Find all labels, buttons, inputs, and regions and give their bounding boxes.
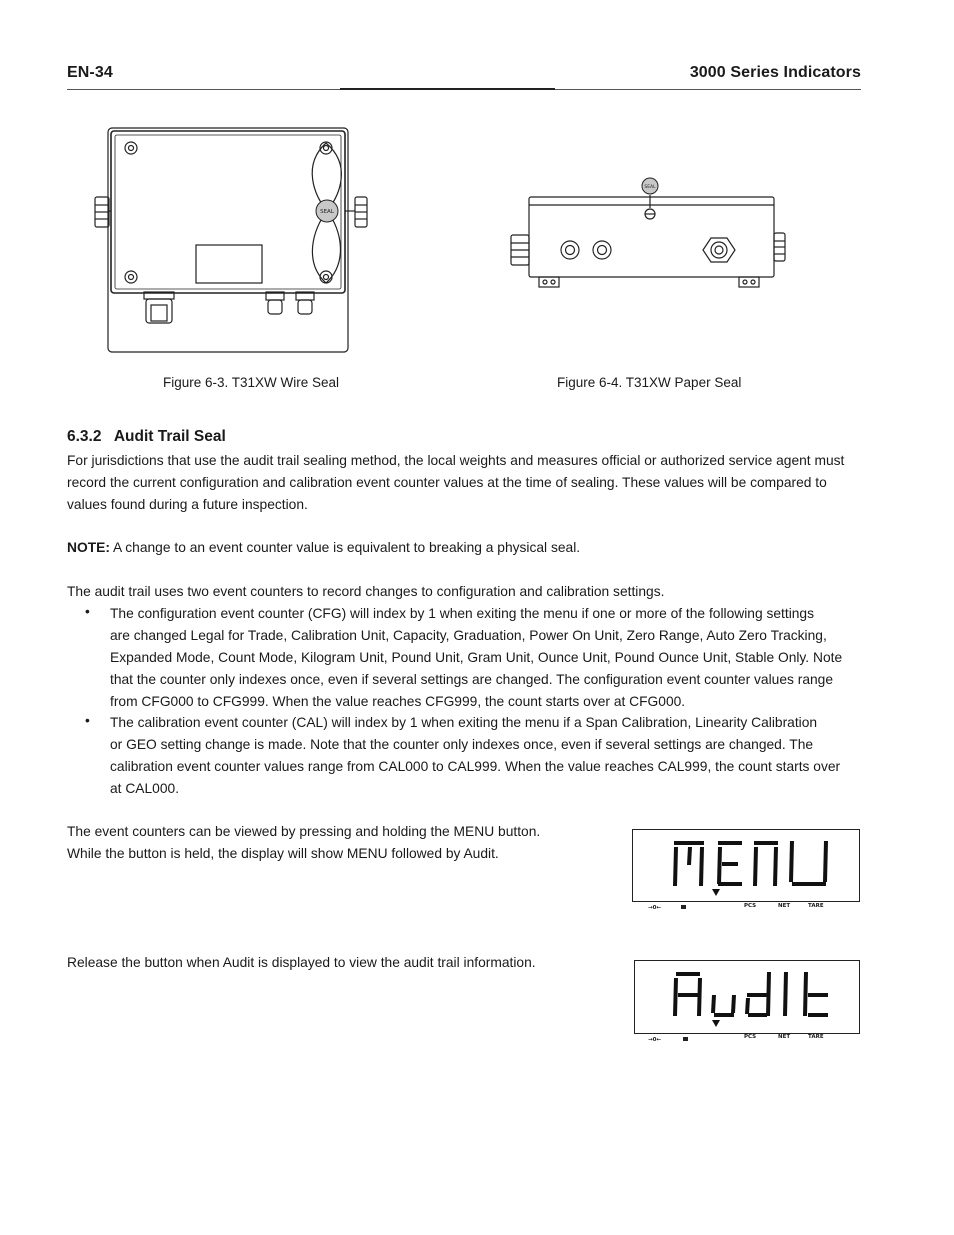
bullet-cal-line-3: calibration event counter values range from CAL000 to CAL999. When the value reaches CAL999, the count starts over: [110, 759, 841, 774]
view-line-1: The event counters can be viewed by pressing and holding the MENU button.: [67, 824, 541, 839]
document-title: 3000 Series Indicators: [689, 64, 861, 81]
bullet-cal-line-1: The calibration event counter (CAL) will index by 1 when exiting the menu if a Span Calibration, Linearity Calibration: [110, 715, 818, 730]
intro-line-1: For jurisdictions that use the audit trail sealing method, the local weights and measures official or authorized service agent must: [67, 453, 845, 468]
figure-caption-wire-seal: Figure 6-3. T31XW Wire Seal: [163, 375, 340, 390]
page-number: EN-34: [67, 64, 113, 81]
bullet-symbol: •: [85, 713, 90, 728]
stable-icon: [681, 905, 686, 909]
annunciator-net: NET: [778, 1034, 791, 1040]
view-line-2: While the button is held, the display will show MENU followed by Audit.: [67, 846, 499, 861]
figure-caption-paper-seal: Figure 6-4. T31XW Paper Seal: [557, 375, 742, 390]
intro-line-2: record the current configuration and calibration event counter values at the time of sealing. These values will be compared to: [67, 475, 827, 490]
bullet-symbol: •: [85, 604, 90, 619]
bullet-cfg-line-4: that the counter only indexes once, even if several settings are changed. The configuration event counter values range: [110, 672, 834, 687]
release-text: Release the button when Audit is displayed to view the audit trail information.: [67, 955, 536, 970]
figure-paper-seal: [505, 175, 790, 295]
zero-icon: →0←: [648, 905, 662, 911]
zero-icon: →0←: [648, 1037, 662, 1043]
bullet-cfg-line-3: Expanded Mode, Count Mode, Kilogram Unit, Pound Unit, Gram Unit, Ounce Unit, Pound Ounce Unit, Stable Only. Note: [110, 650, 843, 665]
annunciator-pcs: PCS: [744, 903, 757, 909]
intro-line-3: values found during a future inspection.: [67, 497, 308, 512]
seal-label: SEAL: [320, 209, 334, 215]
note: [67, 537, 867, 559]
counters-intro: The audit trail uses two event counters to record changes to configuration and calibration settings.: [67, 584, 665, 599]
seal-label: SEAL: [644, 185, 656, 190]
annunciator-net: NET: [778, 903, 791, 909]
annunciator-pcs: PCS: [744, 1034, 757, 1040]
bullet-cal-line-4: at CAL000.: [110, 781, 180, 796]
bullet-cfg-line-1: The configuration event counter (CFG) will index by 1 when exiting the menu if one or more of the following settings: [110, 606, 815, 621]
annunciator-tare: TARE: [808, 903, 824, 909]
bullet-cal-line-2: or GEO setting change is made. Note that the counter only indexes once, even if several settings are changed. The: [110, 737, 814, 752]
note-label: NOTE:: [67, 540, 110, 555]
header-rule-accent: [340, 88, 555, 90]
stable-icon: [683, 1037, 688, 1041]
figure-wire-seal: [90, 125, 370, 360]
annunciator-tare: TARE: [808, 1034, 824, 1040]
note-text: A change to an event counter value is equivalent to breaking a physical seal.: [109, 540, 581, 555]
bullet-cfg-line-5: from CFG000 to CFG999. When the value reaches CFG999, the count starts over at CFG000.: [110, 694, 686, 709]
section-heading: 6.3.2 Audit Trail Seal: [67, 428, 226, 445]
bullet-cfg-line-2: are changed Legal for Trade, Calibration Unit, Capacity, Graduation, Power On Unit, Zero Range, Auto Zero Tracking,: [110, 628, 827, 643]
